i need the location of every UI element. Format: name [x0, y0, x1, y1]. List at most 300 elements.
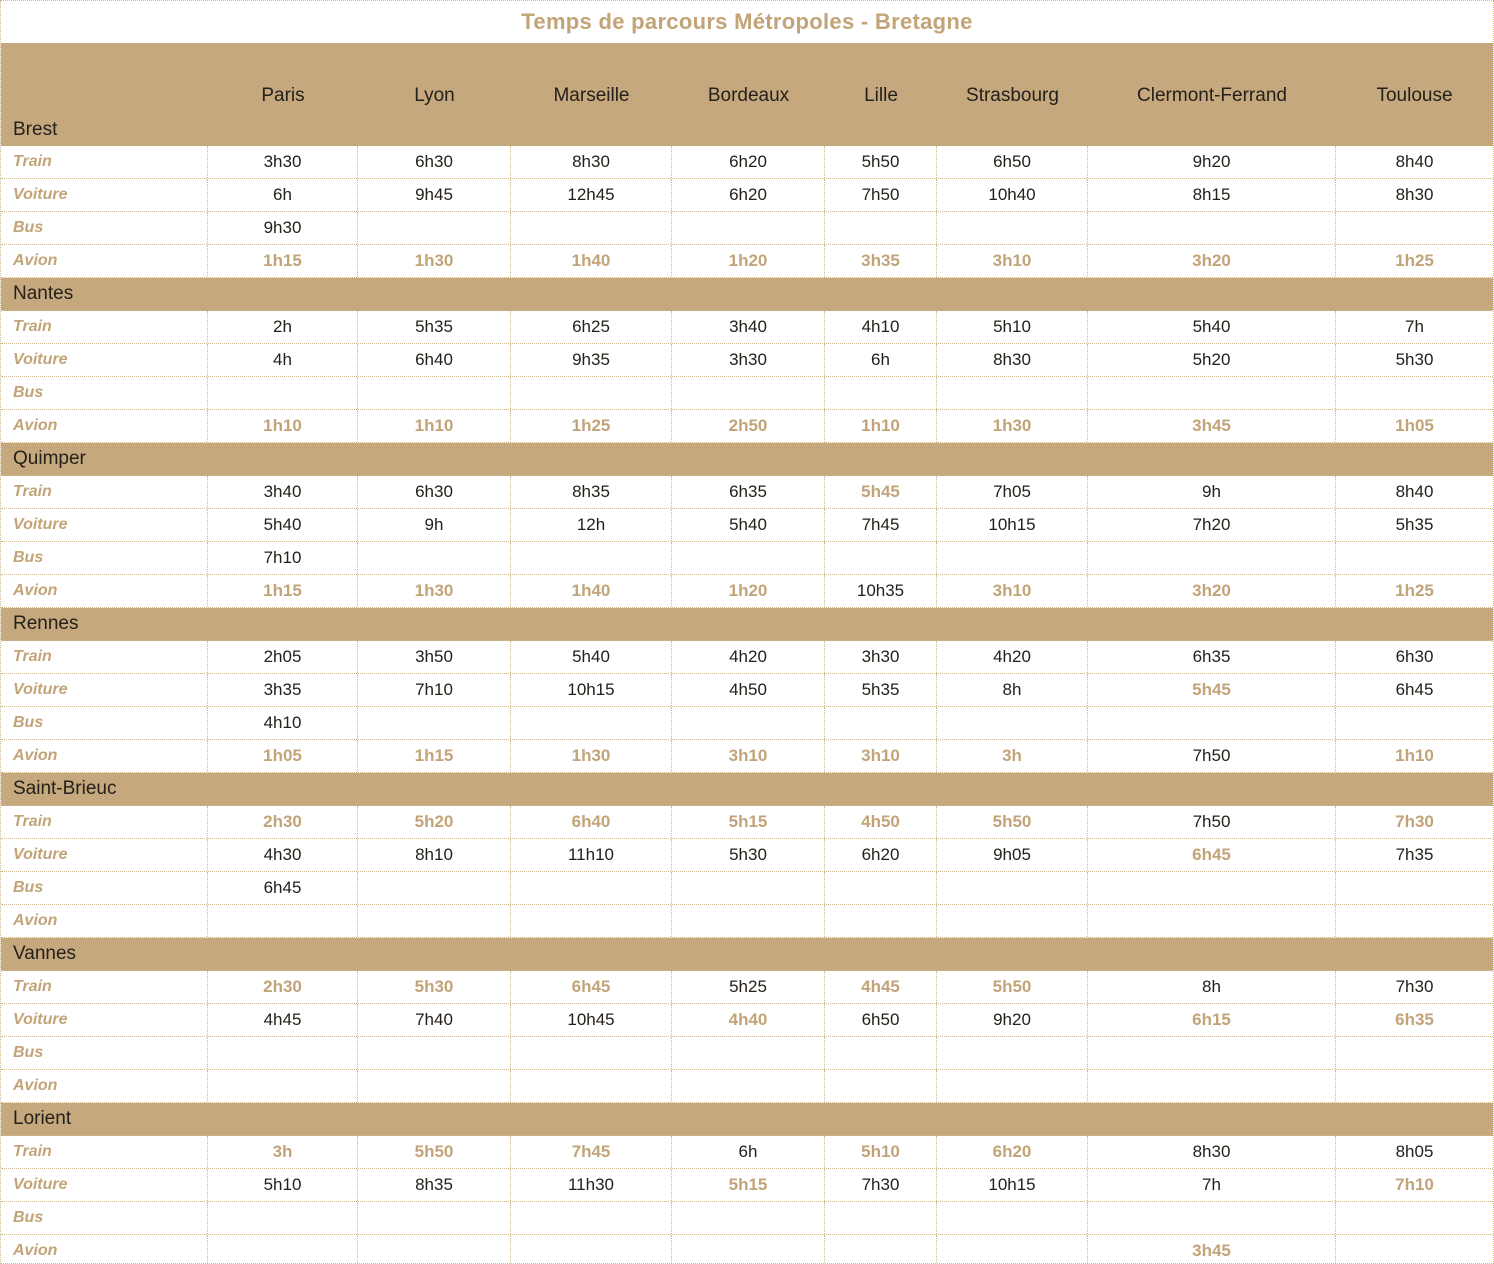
cell-value: [825, 1235, 937, 1264]
cell-value: [1088, 212, 1336, 244]
cell-value: 6h45: [511, 971, 672, 1003]
cell-value: [672, 905, 825, 937]
cell-value: [358, 1037, 511, 1069]
cell-value: [208, 1202, 358, 1234]
mode-label: Train: [1, 476, 208, 508]
cell-value: [672, 1070, 825, 1102]
cell-value: 8h10: [358, 839, 511, 871]
cell-value: 1h30: [358, 575, 511, 607]
cell-value: 4h50: [672, 674, 825, 706]
column-header-lyon: Lyon: [414, 85, 455, 106]
cell-value: 7h10: [208, 542, 358, 574]
table-row: [1, 377, 1493, 410]
cell-value: 3h45: [1088, 1235, 1336, 1264]
cell-value: [511, 1070, 672, 1102]
cell-value: 1h30: [358, 245, 511, 277]
cell-value: 6h: [208, 179, 358, 211]
cell-value: 1h10: [358, 410, 511, 442]
cell-value: 7h30: [825, 1169, 937, 1201]
cell-value: 8h40: [1395, 152, 1434, 171]
cell-value: [511, 707, 672, 739]
cell-value: 1h25: [511, 410, 672, 442]
cell-value: 11h30: [511, 1169, 672, 1201]
cell-value: [937, 1037, 1088, 1069]
table-row: [1, 1202, 1493, 1235]
mode-label: Train: [1, 146, 208, 178]
cell-value: 7h50: [825, 179, 937, 211]
cell-value: 5h35: [1395, 515, 1434, 534]
cell-value: 8h: [937, 674, 1088, 706]
cell-value: 5h40: [672, 509, 825, 541]
cell-value: 4h45: [208, 1004, 358, 1036]
table-row: [1, 146, 1493, 179]
cell-value: 4h20: [672, 641, 825, 673]
cell-value: 6h40: [511, 806, 672, 838]
cell-value: 3h30: [208, 146, 358, 178]
cell-value: 5h20: [358, 806, 511, 838]
cell-value: [937, 707, 1088, 739]
cell-value: [1088, 872, 1336, 904]
cell-value: 9h: [358, 509, 511, 541]
cell-value: 3h40: [208, 476, 358, 508]
cell-value: [358, 707, 511, 739]
cell-value: 10h40: [937, 179, 1088, 211]
cell-value: 8h05: [1395, 1142, 1434, 1161]
cell-value: [937, 1070, 1088, 1102]
cell-value: [937, 1202, 1088, 1234]
cell-value: 6h45: [1088, 839, 1336, 871]
cell-value: 6h: [825, 344, 937, 376]
cell-value: 3h50: [358, 641, 511, 673]
table-row: [1, 344, 1493, 377]
cell-value: [1088, 1037, 1336, 1069]
cell-value: 1h40: [511, 575, 672, 607]
cell-value: 5h10: [208, 1169, 358, 1201]
cell-value: 6h20: [672, 179, 825, 211]
mode-label: Avion: [1, 1070, 208, 1102]
cell-value: [208, 1070, 358, 1102]
cell-value: 9h20: [937, 1004, 1088, 1036]
cell-value: 6h: [672, 1136, 825, 1168]
city-label-quimper: Quimper: [1, 443, 1493, 476]
cell-value: 8h35: [511, 476, 672, 508]
cell-value: [1336, 1235, 1493, 1264]
cell-value: 5h10: [825, 1136, 937, 1168]
cell-value: 6h50: [825, 1004, 937, 1036]
cell-value: 1h15: [208, 575, 358, 607]
cell-value: [937, 212, 1088, 244]
mode-label: Avion: [1, 1235, 208, 1264]
city-label-nantes: Nantes: [1, 278, 1493, 311]
mode-label: Bus: [1, 872, 208, 904]
cell-value: 7h40: [358, 1004, 511, 1036]
cell-value: [511, 905, 672, 937]
table-row: [1, 740, 1493, 773]
mode-label: Voiture: [1, 344, 208, 376]
cell-value: [511, 872, 672, 904]
mode-label: Bus: [1, 1037, 208, 1069]
cell-value: 4h45: [825, 971, 937, 1003]
cell-value: [672, 872, 825, 904]
cell-value: 6h35: [672, 476, 825, 508]
table-row: [1, 806, 1493, 839]
cell-value: 5h30: [358, 971, 511, 1003]
cell-value: 3h: [208, 1136, 358, 1168]
cell-value: 8h30: [1395, 185, 1434, 204]
city-label-saint-brieuc: Saint-Brieuc: [1, 773, 1493, 806]
cell-value: 1h15: [358, 740, 511, 772]
cell-value: 3h10: [937, 575, 1088, 607]
cell-value: [825, 542, 937, 574]
mode-label: Avion: [1, 740, 208, 772]
cell-value: 11h10: [511, 839, 672, 871]
cell-value: [1088, 1202, 1336, 1234]
cell-value: 6h45: [208, 872, 358, 904]
city-label-rennes: Rennes: [1, 608, 1493, 641]
cell-value: [1336, 905, 1493, 937]
page-title: Temps de parcours Métropoles - Bretagne: [521, 9, 973, 34]
cell-value: 5h50: [937, 806, 1088, 838]
cell-value: 8h15: [1088, 179, 1336, 211]
cell-value: 1h05: [1395, 416, 1434, 435]
cell-value: 3h35: [825, 245, 937, 277]
table-row: [1, 872, 1493, 905]
cell-value: 1h30: [511, 740, 672, 772]
cell-value: 3h30: [672, 344, 825, 376]
cell-value: 5h45: [825, 476, 937, 508]
cell-value: [937, 542, 1088, 574]
table-row: [1, 245, 1493, 278]
mode-label: Train: [1, 806, 208, 838]
column-header-paris: Paris: [261, 85, 305, 106]
table-row: [1, 476, 1493, 509]
cell-value: 5h50: [358, 1136, 511, 1168]
column-header-bordeaux: Bordeaux: [707, 85, 790, 106]
cell-value: 5h35: [358, 311, 511, 343]
table-row: [1, 641, 1493, 674]
cell-value: [825, 1202, 937, 1234]
cell-value: [672, 1235, 825, 1264]
cell-value: [825, 212, 937, 244]
mode-label: Voiture: [1, 674, 208, 706]
cell-value: 4h10: [208, 707, 358, 739]
cell-value: 3h45: [1088, 410, 1336, 442]
cell-value: 1h30: [937, 410, 1088, 442]
cell-value: 4h40: [672, 1004, 825, 1036]
table-row: [1, 707, 1493, 740]
cell-value: 5h45: [1088, 674, 1336, 706]
cell-value: 2h30: [208, 971, 358, 1003]
city-label-lorient: Lorient: [1, 1103, 1493, 1136]
cell-value: 7h: [1405, 317, 1424, 336]
mode-label: Train: [1, 311, 208, 343]
cell-value: [358, 872, 511, 904]
table-row: [1, 212, 1493, 245]
cell-value: [937, 1235, 1088, 1264]
cell-value: [511, 1037, 672, 1069]
cell-value: 5h50: [825, 146, 937, 178]
cell-value: 6h20: [937, 1136, 1088, 1168]
cell-value: 9h: [1088, 476, 1336, 508]
mode-label: Bus: [1, 1202, 208, 1234]
cell-value: 5h30: [1395, 350, 1434, 369]
mode-label: Voiture: [1, 1004, 208, 1036]
cell-value: 6h30: [1395, 647, 1434, 666]
cell-value: 8h30: [1088, 1136, 1336, 1168]
table-row: [1, 179, 1493, 212]
cell-value: [937, 377, 1088, 409]
mode-label: Voiture: [1, 179, 208, 211]
cell-value: 5h40: [1088, 311, 1336, 343]
cell-value: [825, 1070, 937, 1102]
cell-value: [825, 905, 937, 937]
table-row: [1, 674, 1493, 707]
cell-value: [511, 377, 672, 409]
cell-value: 12h: [511, 509, 672, 541]
cell-value: 4h10: [825, 311, 937, 343]
table-row: [1, 1169, 1493, 1202]
cell-value: [1088, 377, 1336, 409]
cell-value: 5h15: [672, 1169, 825, 1201]
table-row: [1, 1235, 1493, 1264]
cell-value: 2h50: [672, 410, 825, 442]
cell-value: 10h15: [511, 674, 672, 706]
cell-value: 1h40: [511, 245, 672, 277]
cell-value: 7h50: [1088, 740, 1336, 772]
cell-value: [672, 707, 825, 739]
cell-value: 3h10: [825, 740, 937, 772]
cell-value: 1h10: [825, 410, 937, 442]
cell-value: 8h30: [511, 146, 672, 178]
cell-value: 9h20: [1088, 146, 1336, 178]
cell-value: [825, 872, 937, 904]
cell-value: [672, 1202, 825, 1234]
cell-value: 1h15: [208, 245, 358, 277]
cell-value: 6h20: [825, 839, 937, 871]
table-row: [1, 839, 1493, 872]
cell-value: 7h50: [1088, 806, 1336, 838]
mode-label: Voiture: [1, 509, 208, 541]
cell-value: [672, 377, 825, 409]
table-row: [1, 1037, 1493, 1070]
cell-value: 10h15: [937, 1169, 1088, 1201]
mode-label: Voiture: [1, 1169, 208, 1201]
cell-value: [672, 212, 825, 244]
mode-label: Train: [1, 641, 208, 673]
cell-value: [511, 212, 672, 244]
cell-value: 5h40: [511, 641, 672, 673]
cell-value: [208, 1037, 358, 1069]
cell-value: 8h: [1088, 971, 1336, 1003]
cell-value: 7h: [1088, 1169, 1336, 1201]
cell-value: 3h10: [937, 245, 1088, 277]
cell-value: 1h05: [208, 740, 358, 772]
cell-value: 3h40: [672, 311, 825, 343]
cell-value: 6h50: [937, 146, 1088, 178]
cell-value: 2h30: [208, 806, 358, 838]
mode-label: Voiture: [1, 839, 208, 871]
table-row: [1, 311, 1493, 344]
cell-value: [825, 377, 937, 409]
cell-value: [1336, 212, 1493, 244]
cell-value: [511, 542, 672, 574]
cell-value: 6h30: [358, 146, 511, 178]
cell-value: 10h35: [825, 575, 937, 607]
cell-value: 4h: [208, 344, 358, 376]
mode-label: Avion: [1, 410, 208, 442]
cell-value: 12h45: [511, 179, 672, 211]
cell-value: [358, 1070, 511, 1102]
cell-value: [1088, 542, 1336, 574]
cell-value: [358, 542, 511, 574]
cell-value: [208, 905, 358, 937]
column-header-spacer: [1, 43, 208, 113]
cell-value: 8h40: [1395, 482, 1434, 501]
cell-value: 7h45: [825, 509, 937, 541]
cell-value: 5h20: [1088, 344, 1336, 376]
cell-value: 4h50: [825, 806, 937, 838]
mode-label: Bus: [1, 542, 208, 574]
cell-value: [1088, 707, 1336, 739]
cell-value: 6h35: [1088, 641, 1336, 673]
cell-value: 1h20: [672, 245, 825, 277]
cell-value: [825, 1037, 937, 1069]
cell-value: 8h35: [358, 1169, 511, 1201]
cell-value: [825, 707, 937, 739]
cell-value: 8h30: [937, 344, 1088, 376]
cell-value: 5h40: [208, 509, 358, 541]
cell-value: [1336, 1070, 1493, 1102]
column-header-lille: Lille: [864, 85, 898, 106]
column-header-clermont-ferrand: Clermont-Ferrand: [1137, 85, 1287, 106]
table-row: [1, 509, 1493, 542]
cell-value: 7h30: [1395, 812, 1434, 831]
mode-label: Bus: [1, 707, 208, 739]
cell-value: 6h15: [1088, 1004, 1336, 1036]
cell-value: [358, 212, 511, 244]
cell-value: [1336, 377, 1493, 409]
cell-value: 5h30: [672, 839, 825, 871]
cell-value: 6h35: [1395, 1010, 1434, 1029]
cell-value: 1h20: [672, 575, 825, 607]
mode-label: Avion: [1, 575, 208, 607]
cell-value: [358, 377, 511, 409]
table-row: [1, 905, 1493, 938]
cell-value: [358, 1235, 511, 1264]
column-header-strasbourg: Strasbourg: [966, 85, 1059, 106]
cell-value: [1336, 542, 1493, 574]
cell-value: 7h45: [511, 1136, 672, 1168]
city-label-brest: Brest: [13, 118, 58, 140]
cell-value: 5h25: [672, 971, 825, 1003]
cell-value: 3h20: [1088, 575, 1336, 607]
cell-value: 6h20: [672, 146, 825, 178]
table-row: [1, 542, 1493, 575]
table-row: [1, 410, 1493, 443]
cell-value: 2h: [208, 311, 358, 343]
cell-value: 3h20: [1088, 245, 1336, 277]
cell-value: 10h15: [937, 509, 1088, 541]
cell-value: 1h25: [1395, 581, 1434, 600]
cell-value: 10h45: [511, 1004, 672, 1036]
mode-label: Avion: [1, 905, 208, 937]
cell-value: 3h: [937, 740, 1088, 772]
cell-value: 1h10: [1395, 746, 1434, 765]
cell-value: 7h05: [937, 476, 1088, 508]
cell-value: 7h35: [1395, 845, 1434, 864]
cell-value: [1088, 1070, 1336, 1102]
cell-value: [1336, 872, 1493, 904]
cell-value: [1336, 1202, 1493, 1234]
cell-value: 5h10: [937, 311, 1088, 343]
cell-value: [511, 1235, 672, 1264]
column-header-row: [1, 43, 1493, 113]
table-header: [1, 43, 1493, 146]
cell-value: [1336, 707, 1493, 739]
cell-value: [208, 1235, 358, 1264]
cell-value: [358, 1202, 511, 1234]
cell-value: 3h10: [672, 740, 825, 772]
cell-value: [672, 542, 825, 574]
cell-value: 6h25: [511, 311, 672, 343]
cell-value: 7h10: [1395, 1175, 1434, 1194]
cell-value: [1336, 1037, 1493, 1069]
cell-value: [511, 1202, 672, 1234]
cell-value: 3h35: [208, 674, 358, 706]
mode-label: Bus: [1, 377, 208, 409]
cell-value: [208, 377, 358, 409]
cell-value: 9h45: [358, 179, 511, 211]
cell-value: 5h50: [937, 971, 1088, 1003]
table-row: [1, 971, 1493, 1004]
cell-value: 9h05: [937, 839, 1088, 871]
city-label-vannes: Vannes: [1, 938, 1493, 971]
cell-value: 1h25: [1395, 251, 1434, 270]
table-row: [1, 1004, 1493, 1037]
cell-value: 2h05: [208, 641, 358, 673]
cell-value: [937, 905, 1088, 937]
cell-value: 6h45: [1395, 680, 1434, 699]
table-body: [1, 146, 1493, 1264]
mode-label: Avion: [1, 245, 208, 277]
cell-value: [1088, 905, 1336, 937]
cell-value: [358, 905, 511, 937]
cell-value: 7h20: [1088, 509, 1336, 541]
mode-label: Train: [1, 1136, 208, 1168]
cell-value: [672, 1037, 825, 1069]
cell-value: 4h20: [937, 641, 1088, 673]
cell-value: 7h10: [358, 674, 511, 706]
cell-value: 4h30: [208, 839, 358, 871]
cell-value: 7h30: [1395, 977, 1434, 996]
table-row: [1, 1136, 1493, 1169]
cell-value: 6h30: [358, 476, 511, 508]
cell-value: [937, 872, 1088, 904]
mode-label: Train: [1, 971, 208, 1003]
cell-value: 1h10: [208, 410, 358, 442]
mode-label: Bus: [1, 212, 208, 244]
table-row: [1, 575, 1493, 608]
cell-value: 6h40: [358, 344, 511, 376]
cell-value: 9h35: [511, 344, 672, 376]
column-header-toulouse: Toulouse: [1376, 85, 1453, 106]
column-header-marseille: Marseille: [553, 85, 630, 106]
cell-value: 5h35: [825, 674, 937, 706]
cell-value: 3h30: [825, 641, 937, 673]
table-row: [1, 1070, 1493, 1103]
cell-value: 9h30: [208, 212, 358, 244]
cell-value: 5h15: [672, 806, 825, 838]
